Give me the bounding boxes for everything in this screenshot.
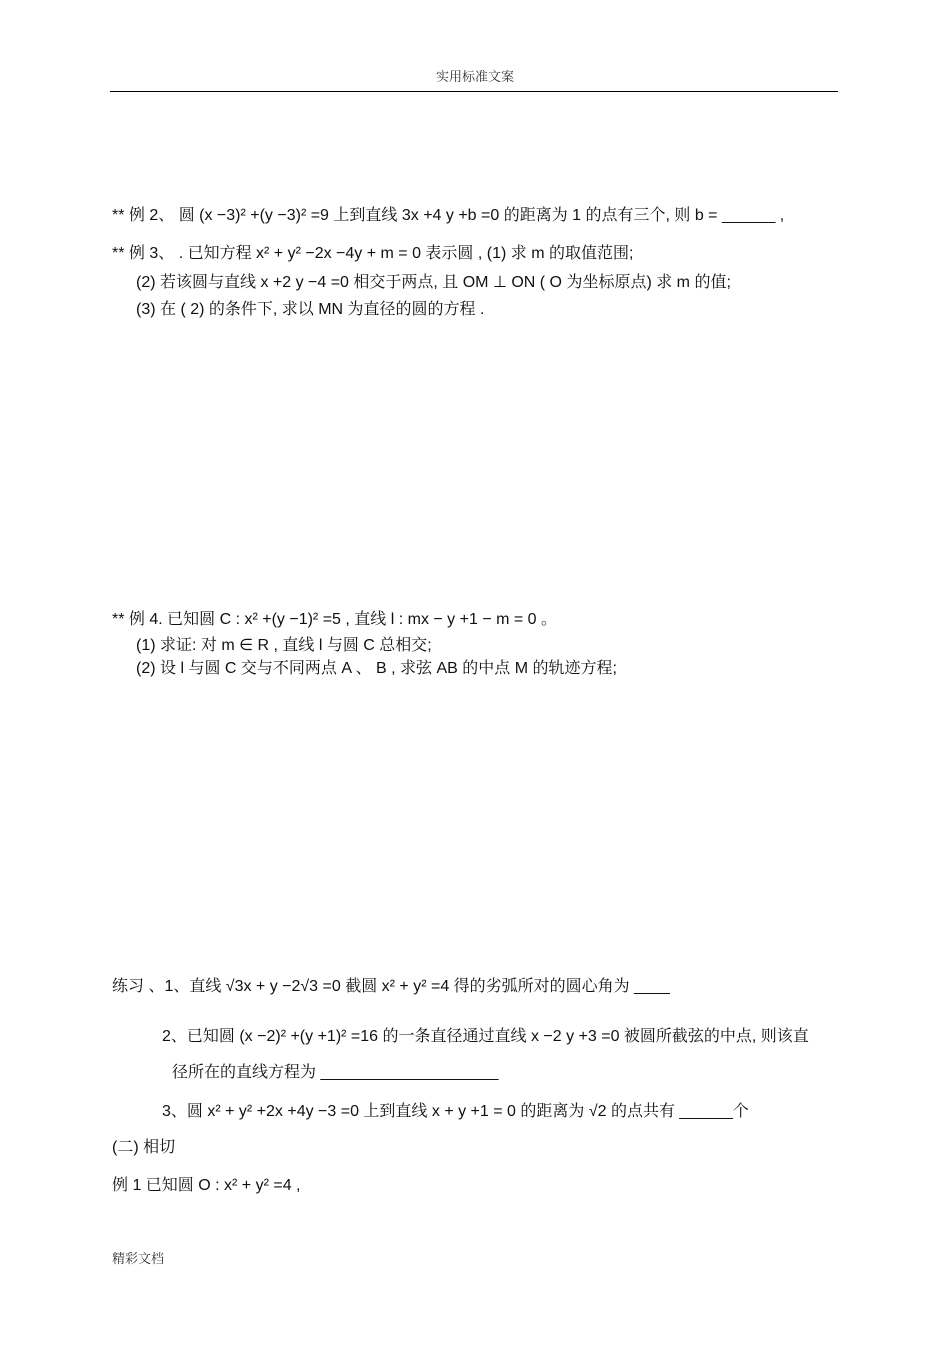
exercise-3-line: 3、圆 x² + y² +2x +4y −3 =0 上到直线 x + y +1 = 0 的距离为 √2 的点共有 ______个 [162, 1103, 749, 1120]
example-3-part-2: (2) 若该圆与直线 x +2 y −4 =0 相交于两点, 且 OM ⊥ ON ( O 为坐标原点) 求 m 的值; [136, 274, 731, 291]
example-4-part-2: (2) 设 l 与圆 C 交与不同两点 A 、 B , 求弦 AB 的中点 M 的轨迹方程; [136, 660, 617, 677]
exercise-2-line: 2、已知圆 (x −2)² +(y +1)² =16 的一条直径通过直线 x −2 y +3 =0 被圆所截弦的中点, 则该直 [162, 1028, 809, 1045]
section-heading-tangent: (二) 相切 [112, 1139, 176, 1156]
tangent-example-1-line: 例 1 已知圆 O : x² + y² =4 , [112, 1177, 301, 1194]
example-3-part-3: (3) 在 ( 2) 的条件下, 求以 MN 为直径的圆的方程 . [136, 301, 485, 318]
example-4-line: ** 例 4. 已知圆 C : x² +(y −1)² =5 , 直线 l : mx − y +1 − m = 0 。 [112, 611, 558, 628]
example-2-line: ** 例 2、 圆 (x −3)² +(y −3)² =9 上到直线 3x +4 y +b =0 的距离为 1 的点有三个, 则 b = ______ , [112, 207, 785, 224]
example-3-line: ** 例 3、 . 已知方程 x² + y² −2x −4y + m = 0 表示圆 , (1) 求 m 的取值范围; [112, 245, 634, 262]
exercise-2-continuation: 径所在的直线方程为 ____________________ [172, 1064, 499, 1081]
exercise-1-line: 练习 、1、直线 √3x + y −2√3 =0 截圆 x² + y² =4 得的劣弧所对的圆心角为 ____ [112, 978, 670, 995]
header-divider [110, 91, 838, 92]
page-header: 实用标准文案 [435, 70, 514, 85]
example-4-part-1: (1) 求证: 对 m ∈ R , 直线 l 与圆 C 总相交; [136, 637, 432, 654]
page-footer: 精彩文档 [112, 1252, 165, 1267]
